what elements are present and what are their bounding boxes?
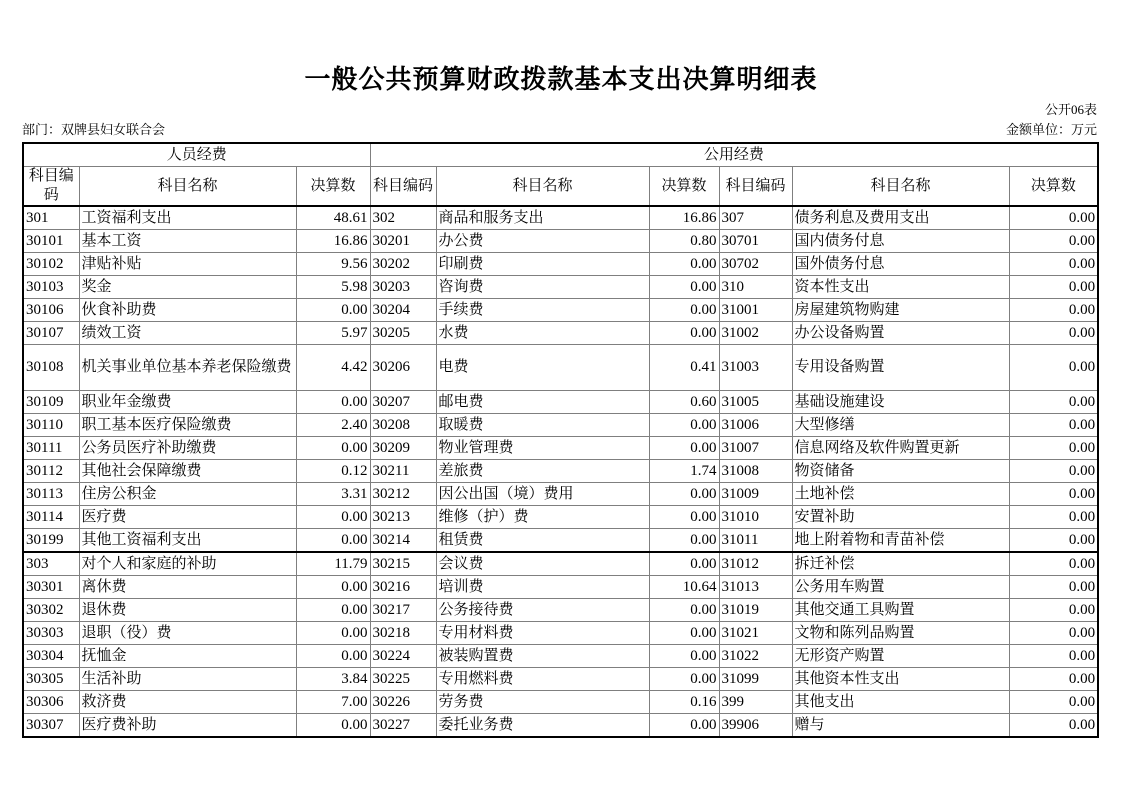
subject-code-cell: 399 — [719, 691, 792, 714]
amount-cell: 0.00 — [649, 437, 719, 460]
subject-name-cell: 机关事业单位基本养老保险缴费 — [79, 345, 296, 391]
amount-cell: 0.00 — [296, 391, 370, 414]
amount-cell: 16.86 — [649, 206, 719, 230]
subject-name-cell: 地上附着物和青苗补偿 — [792, 529, 1009, 553]
amount-cell: 5.98 — [296, 276, 370, 299]
subject-code-cell: 30208 — [370, 414, 436, 437]
table-row — [23, 460, 1098, 483]
amount-cell: 0.00 — [296, 645, 370, 668]
subject-name-cell: 职工基本医疗保险缴费 — [79, 414, 296, 437]
subject-code-cell: 303 — [23, 552, 79, 576]
subject-name-cell: 其他交通工具购置 — [792, 599, 1009, 622]
subject-name-cell: 职业年金缴费 — [79, 391, 296, 414]
amount-cell: 0.12 — [296, 460, 370, 483]
subject-code-cell: 31013 — [719, 576, 792, 599]
subject-code-cell: 31001 — [719, 299, 792, 322]
subject-name-cell: 其他工资福利支出 — [79, 529, 296, 553]
amount-cell: 0.00 — [649, 645, 719, 668]
subject-name-cell: 大型修缮 — [792, 414, 1009, 437]
subject-name-cell: 专用燃料费 — [436, 668, 649, 691]
amount-cell: 0.00 — [1009, 460, 1098, 483]
table-row — [23, 230, 1098, 253]
subject-code-cell: 30213 — [370, 506, 436, 529]
subject-name-cell: 无形资产购置 — [792, 645, 1009, 668]
table-row — [23, 622, 1098, 645]
subject-name-cell: 国外债务付息 — [792, 253, 1009, 276]
subject-code-cell: 30205 — [370, 322, 436, 345]
subject-code-cell: 30702 — [719, 253, 792, 276]
department-label: 部门：双牌县妇女联合会 — [22, 122, 166, 137]
subject-code-cell: 30211 — [370, 460, 436, 483]
amount-cell: 0.00 — [649, 276, 719, 299]
subject-code-cell: 30110 — [23, 414, 79, 437]
amount-cell: 0.00 — [1009, 691, 1098, 714]
subject-name-cell: 公务接待费 — [436, 599, 649, 622]
amount-cell: 0.00 — [649, 322, 719, 345]
column-header: 科目名称 — [79, 167, 296, 207]
subject-name-cell: 其他社会保障缴费 — [79, 460, 296, 483]
subject-code-cell: 31005 — [719, 391, 792, 414]
subject-code-cell: 30302 — [23, 599, 79, 622]
page-title: 一般公共预算财政拨款基本支出决算明细表 — [304, 65, 818, 94]
subject-name-cell: 住房公积金 — [79, 483, 296, 506]
amount-cell: 0.00 — [296, 506, 370, 529]
amount-cell: 0.00 — [1009, 322, 1098, 345]
subject-code-cell: 30107 — [23, 322, 79, 345]
amount-cell: 0.00 — [1009, 576, 1098, 599]
subject-name-cell: 商品和服务支出 — [436, 206, 649, 230]
subject-code-cell: 31022 — [719, 645, 792, 668]
amount-cell: 48.61 — [296, 206, 370, 230]
subject-code-cell: 30201 — [370, 230, 436, 253]
subject-code-cell: 30227 — [370, 714, 436, 738]
amount-cell: 0.00 — [296, 529, 370, 553]
table-row — [23, 645, 1098, 668]
table-row — [23, 276, 1098, 299]
unit-label: 金额单位：万元 — [1005, 122, 1097, 137]
subject-name-cell: 奖金 — [79, 276, 296, 299]
table-row — [23, 552, 1098, 576]
column-header: 科目名称 — [436, 167, 649, 207]
subject-code-cell: 301 — [23, 206, 79, 230]
amount-cell: 0.41 — [649, 345, 719, 391]
subject-code-cell: 30103 — [23, 276, 79, 299]
subject-code-cell: 31021 — [719, 622, 792, 645]
table-row — [23, 322, 1098, 345]
subject-code-cell: 30218 — [370, 622, 436, 645]
subject-code-cell: 31010 — [719, 506, 792, 529]
subject-code-cell: 30209 — [370, 437, 436, 460]
subject-name-cell: 其他支出 — [792, 691, 1009, 714]
subject-code-cell: 30304 — [23, 645, 79, 668]
amount-cell: 0.00 — [1009, 645, 1098, 668]
amount-cell: 4.42 — [296, 345, 370, 391]
subject-code-cell: 30217 — [370, 599, 436, 622]
amount-cell: 0.00 — [649, 552, 719, 576]
amount-cell: 0.00 — [1009, 506, 1098, 529]
subject-name-cell: 其他资本性支出 — [792, 668, 1009, 691]
subject-code-cell: 30215 — [370, 552, 436, 576]
subject-name-cell: 抚恤金 — [79, 645, 296, 668]
subject-code-cell: 30212 — [370, 483, 436, 506]
subject-name-cell: 差旅费 — [436, 460, 649, 483]
table-column-header-row — [23, 167, 1098, 207]
subject-code-cell: 30109 — [23, 391, 79, 414]
subject-code-cell: 31003 — [719, 345, 792, 391]
subject-name-cell: 土地补偿 — [792, 483, 1009, 506]
amount-cell: 0.00 — [296, 714, 370, 738]
amount-cell: 0.00 — [296, 299, 370, 322]
amount-cell: 0.00 — [649, 599, 719, 622]
subject-name-cell: 房屋建筑物购建 — [792, 299, 1009, 322]
subject-code-cell: 30106 — [23, 299, 79, 322]
subject-code-cell: 31099 — [719, 668, 792, 691]
table-row — [23, 576, 1098, 599]
subject-code-cell: 31007 — [719, 437, 792, 460]
amount-cell: 3.84 — [296, 668, 370, 691]
subject-code-cell: 30306 — [23, 691, 79, 714]
subject-name-cell: 救济费 — [79, 691, 296, 714]
meta-line — [22, 121, 1097, 138]
amount-cell: 0.00 — [649, 529, 719, 553]
column-header: 科目名称 — [792, 167, 1009, 207]
subject-code-cell: 307 — [719, 206, 792, 230]
amount-cell: 11.79 — [296, 552, 370, 576]
table-row — [23, 483, 1098, 506]
table-row — [23, 299, 1098, 322]
subject-name-cell: 赠与 — [792, 714, 1009, 738]
subject-code-cell: 302 — [370, 206, 436, 230]
subject-name-cell: 邮电费 — [436, 391, 649, 414]
subject-code-cell: 30113 — [23, 483, 79, 506]
amount-cell: 0.00 — [1009, 391, 1098, 414]
table-row — [23, 529, 1098, 553]
amount-cell: 0.00 — [649, 483, 719, 506]
subject-name-cell: 办公设备购置 — [792, 322, 1009, 345]
table-row — [23, 691, 1098, 714]
subject-name-cell: 印刷费 — [436, 253, 649, 276]
subject-code-cell: 30102 — [23, 253, 79, 276]
amount-cell: 0.00 — [1009, 253, 1098, 276]
subject-name-cell: 因公出国（境）费用 — [436, 483, 649, 506]
subject-name-cell: 培训费 — [436, 576, 649, 599]
subject-name-cell: 专用材料费 — [436, 622, 649, 645]
subject-name-cell: 办公费 — [436, 230, 649, 253]
subject-code-cell: 30204 — [370, 299, 436, 322]
table-row — [23, 414, 1098, 437]
amount-cell: 7.00 — [296, 691, 370, 714]
subject-name-cell: 医疗费 — [79, 506, 296, 529]
amount-cell: 0.00 — [1009, 552, 1098, 576]
column-header: 科目编码 — [370, 167, 436, 207]
subject-code-cell: 30203 — [370, 276, 436, 299]
subject-code-cell: 30216 — [370, 576, 436, 599]
subject-code-cell: 31011 — [719, 529, 792, 553]
subject-name-cell: 资本性支出 — [792, 276, 1009, 299]
amount-cell: 0.00 — [1009, 414, 1098, 437]
column-header: 决算数 — [1009, 167, 1098, 207]
subject-code-cell: 30199 — [23, 529, 79, 553]
amount-cell: 0.00 — [1009, 714, 1098, 738]
subject-code-cell: 30701 — [719, 230, 792, 253]
subject-code-cell: 31002 — [719, 322, 792, 345]
subject-code-cell: 31019 — [719, 599, 792, 622]
subject-name-cell: 手续费 — [436, 299, 649, 322]
amount-cell: 0.00 — [1009, 599, 1098, 622]
column-header: 科目编码 — [719, 167, 792, 207]
subject-name-cell: 被装购置费 — [436, 645, 649, 668]
amount-cell: 10.64 — [649, 576, 719, 599]
subject-name-cell: 水费 — [436, 322, 649, 345]
amount-cell: 0.00 — [1009, 483, 1098, 506]
subject-name-cell: 租赁费 — [436, 529, 649, 553]
table-body — [23, 206, 1098, 737]
subject-code-cell: 30305 — [23, 668, 79, 691]
amount-cell: 5.97 — [296, 322, 370, 345]
group-header-personnel: 人员经费 — [23, 143, 370, 167]
amount-cell: 0.00 — [649, 253, 719, 276]
table-row — [23, 599, 1098, 622]
subject-code-cell: 30108 — [23, 345, 79, 391]
subject-code-cell: 39906 — [719, 714, 792, 738]
amount-cell: 0.00 — [296, 576, 370, 599]
subject-name-cell: 公务员医疗补助缴费 — [79, 437, 296, 460]
subject-code-cell: 31012 — [719, 552, 792, 576]
subject-name-cell: 信息网络及软件购置更新 — [792, 437, 1009, 460]
subject-name-cell: 基础设施建设 — [792, 391, 1009, 414]
subject-code-cell: 31006 — [719, 414, 792, 437]
amount-cell: 0.00 — [649, 622, 719, 645]
subject-name-cell: 安置补助 — [792, 506, 1009, 529]
subject-code-cell: 30301 — [23, 576, 79, 599]
amount-cell: 0.00 — [1009, 276, 1098, 299]
subject-name-cell: 劳务费 — [436, 691, 649, 714]
subject-name-cell: 对个人和家庭的补助 — [79, 552, 296, 576]
column-header: 决算数 — [649, 167, 719, 207]
subject-name-cell: 专用设备购置 — [792, 345, 1009, 391]
budget-table — [22, 142, 1099, 738]
amount-cell: 0.00 — [1009, 206, 1098, 230]
amount-cell: 0.00 — [1009, 622, 1098, 645]
subject-name-cell: 绩效工资 — [79, 322, 296, 345]
table-row — [23, 714, 1098, 738]
amount-cell: 0.00 — [296, 437, 370, 460]
subject-name-cell: 退休费 — [79, 599, 296, 622]
amount-cell: 0.00 — [649, 668, 719, 691]
subject-name-cell: 公务用车购置 — [792, 576, 1009, 599]
amount-cell: 0.80 — [649, 230, 719, 253]
table-row — [23, 206, 1098, 230]
subject-name-cell: 文物和陈列品购置 — [792, 622, 1009, 645]
table-row — [23, 437, 1098, 460]
amount-cell: 0.60 — [649, 391, 719, 414]
subject-name-cell: 生活补助 — [79, 668, 296, 691]
subject-name-cell: 医疗费补助 — [79, 714, 296, 738]
amount-cell: 0.00 — [296, 599, 370, 622]
amount-cell: 3.31 — [296, 483, 370, 506]
subject-name-cell: 物业管理费 — [436, 437, 649, 460]
amount-cell: 9.56 — [296, 253, 370, 276]
amount-cell: 1.74 — [649, 460, 719, 483]
amount-cell: 0.00 — [649, 299, 719, 322]
subject-name-cell: 债务利息及费用支出 — [792, 206, 1009, 230]
subject-name-cell: 基本工资 — [79, 230, 296, 253]
subject-name-cell: 国内债务付息 — [792, 230, 1009, 253]
amount-cell: 0.16 — [649, 691, 719, 714]
amount-cell: 0.00 — [1009, 299, 1098, 322]
table-row — [23, 253, 1098, 276]
form-code: 公开06表 — [1044, 102, 1097, 117]
amount-cell: 0.00 — [1009, 345, 1098, 391]
amount-cell: 0.00 — [649, 414, 719, 437]
subject-name-cell: 咨询费 — [436, 276, 649, 299]
subject-name-cell: 津贴补贴 — [79, 253, 296, 276]
subject-code-cell: 30206 — [370, 345, 436, 391]
subject-code-cell: 30214 — [370, 529, 436, 553]
subject-code-cell: 30202 — [370, 253, 436, 276]
subject-name-cell: 委托业务费 — [436, 714, 649, 738]
amount-cell: 2.40 — [296, 414, 370, 437]
table-row — [23, 506, 1098, 529]
amount-cell: 0.00 — [1009, 529, 1098, 553]
amount-cell: 0.00 — [1009, 230, 1098, 253]
amount-cell: 16.86 — [296, 230, 370, 253]
subject-name-cell: 伙食补助费 — [79, 299, 296, 322]
subject-code-cell: 30111 — [23, 437, 79, 460]
group-header-public: 公用经费 — [370, 143, 1098, 167]
subject-code-cell: 31008 — [719, 460, 792, 483]
subject-name-cell: 离休费 — [79, 576, 296, 599]
column-header: 科目编码 — [23, 167, 79, 207]
table-row — [23, 345, 1098, 391]
amount-cell: 0.00 — [649, 714, 719, 738]
subject-code-cell: 30114 — [23, 506, 79, 529]
amount-cell: 0.00 — [1009, 437, 1098, 460]
subject-code-cell: 30225 — [370, 668, 436, 691]
subject-name-cell: 电费 — [436, 345, 649, 391]
subject-code-cell: 30224 — [370, 645, 436, 668]
subject-code-cell: 30303 — [23, 622, 79, 645]
subject-name-cell: 拆迁补偿 — [792, 552, 1009, 576]
subject-name-cell: 维修（护）费 — [436, 506, 649, 529]
subject-code-cell: 30207 — [370, 391, 436, 414]
column-header: 决算数 — [296, 167, 370, 207]
subject-name-cell: 取暖费 — [436, 414, 649, 437]
subject-name-cell: 物资储备 — [792, 460, 1009, 483]
subject-name-cell: 退职（役）费 — [79, 622, 296, 645]
amount-cell: 0.00 — [296, 622, 370, 645]
amount-cell: 0.00 — [1009, 668, 1098, 691]
subject-code-cell: 30307 — [23, 714, 79, 738]
subject-code-cell: 310 — [719, 276, 792, 299]
subject-name-cell: 工资福利支出 — [79, 206, 296, 230]
table-row — [23, 391, 1098, 414]
subject-code-cell: 30226 — [370, 691, 436, 714]
table-group-header-row — [23, 143, 1098, 167]
subject-code-cell: 30112 — [23, 460, 79, 483]
subject-code-cell: 31009 — [719, 483, 792, 506]
subject-code-cell: 30101 — [23, 230, 79, 253]
table-row — [23, 668, 1098, 691]
subject-name-cell: 会议费 — [436, 552, 649, 576]
amount-cell: 0.00 — [649, 506, 719, 529]
